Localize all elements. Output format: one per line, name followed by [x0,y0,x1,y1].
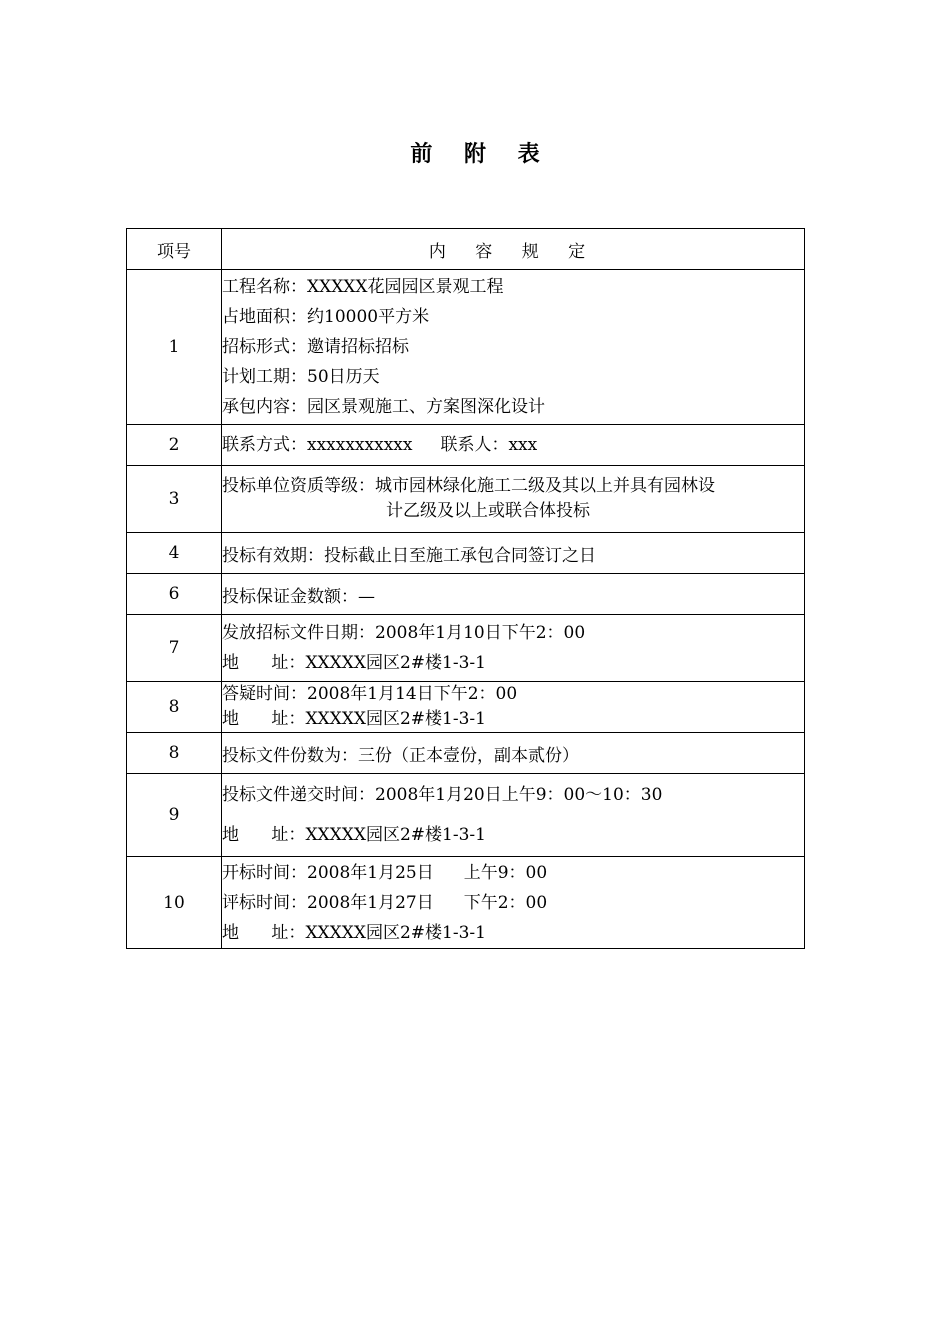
row-number: 1 [127,270,222,425]
address-label: 地 址： [222,922,306,943]
row-number: 7 [127,615,222,682]
qualification-line-2: 计乙级及以上或联合体投标 [386,501,590,521]
table-row [127,425,805,466]
row-content [222,615,805,682]
table-row [127,533,805,574]
table-row [127,615,805,682]
row-number: 10 [127,857,222,949]
bid-submission-time: 投标文件递交时间：2008年1月20日上午9：00～10：30 [222,785,663,805]
tender-form: 招标形式：邀请招标招标 [222,337,409,357]
address-value: XXXXX园区2#楼1-3-1 [305,922,486,943]
project-name: 工程名称：XXXXX花园园区景观工程 [222,277,504,297]
row-number: 4 [127,533,222,574]
row-number: 8 [127,733,222,774]
table-header-row [127,229,805,270]
table-row [127,270,805,425]
row-content [222,466,805,533]
row-number: 2 [127,425,222,466]
address-label: 地 址： [222,825,306,845]
row-number: 3 [127,466,222,533]
address-label: 地 址： [222,709,306,729]
row-content [222,425,805,466]
row-content [222,270,805,425]
address-value: XXXXX园区2#楼1-3-1 [305,709,486,729]
address-value: XXXXX园区2#楼1-3-1 [305,653,486,673]
bid-copies: 投标文件份数为：三份（正本壹份，副本贰份） [222,733,805,774]
document-issue-date: 发放招标文件日期：2008年1月10日下午2：00 [222,623,586,643]
header-content: 内 容 规 定 [222,229,805,270]
site-area: 占地面积：约10000平方米 [222,307,430,327]
page-title: 前 附 表 [410,141,552,167]
table-row [127,466,805,533]
row-content [222,682,805,733]
bid-evaluation-date: 评标时间：2008年1月27日 [222,892,434,913]
table-row [127,774,805,857]
qualification-line-1: 投标单位资质等级：城市园林绿化施工二级及其以上并具有园林设 [222,476,715,496]
contract-scope: 承包内容：园区景观施工、方案图深化设计 [222,397,545,417]
bid-evaluation-time: 下午2：00 [463,892,548,913]
row-number: 6 [127,574,222,615]
contact-person: 联系人：xxx [440,435,538,455]
address-value: XXXXX园区2#楼1-3-1 [305,825,486,845]
table-row [127,574,805,615]
bid-opening-time: 上午9：00 [463,862,548,883]
row-content [222,857,805,949]
bid-validity: 投标有效期：投标截止日至施工承包合同签订之日 [222,533,805,574]
table-row [127,733,805,774]
qa-time: 答疑时间：2008年1月14日下午2：00 [222,684,518,704]
planned-duration: 计划工期：50日历天 [222,367,380,387]
address-label: 地 址： [222,653,306,673]
table-row [127,682,805,733]
header-item-number: 项号 [127,229,222,270]
row-number: 8 [127,682,222,733]
table-row [127,857,805,949]
tender-info-table [126,228,805,949]
bid-opening-date: 开标时间：2008年1月25日 [222,862,434,883]
row-number: 9 [127,774,222,857]
row-content [222,774,805,857]
contact-method: 联系方式：xxxxxxxxxxx [222,435,413,455]
bid-bond-amount: 投标保证金数额：— [222,574,805,615]
